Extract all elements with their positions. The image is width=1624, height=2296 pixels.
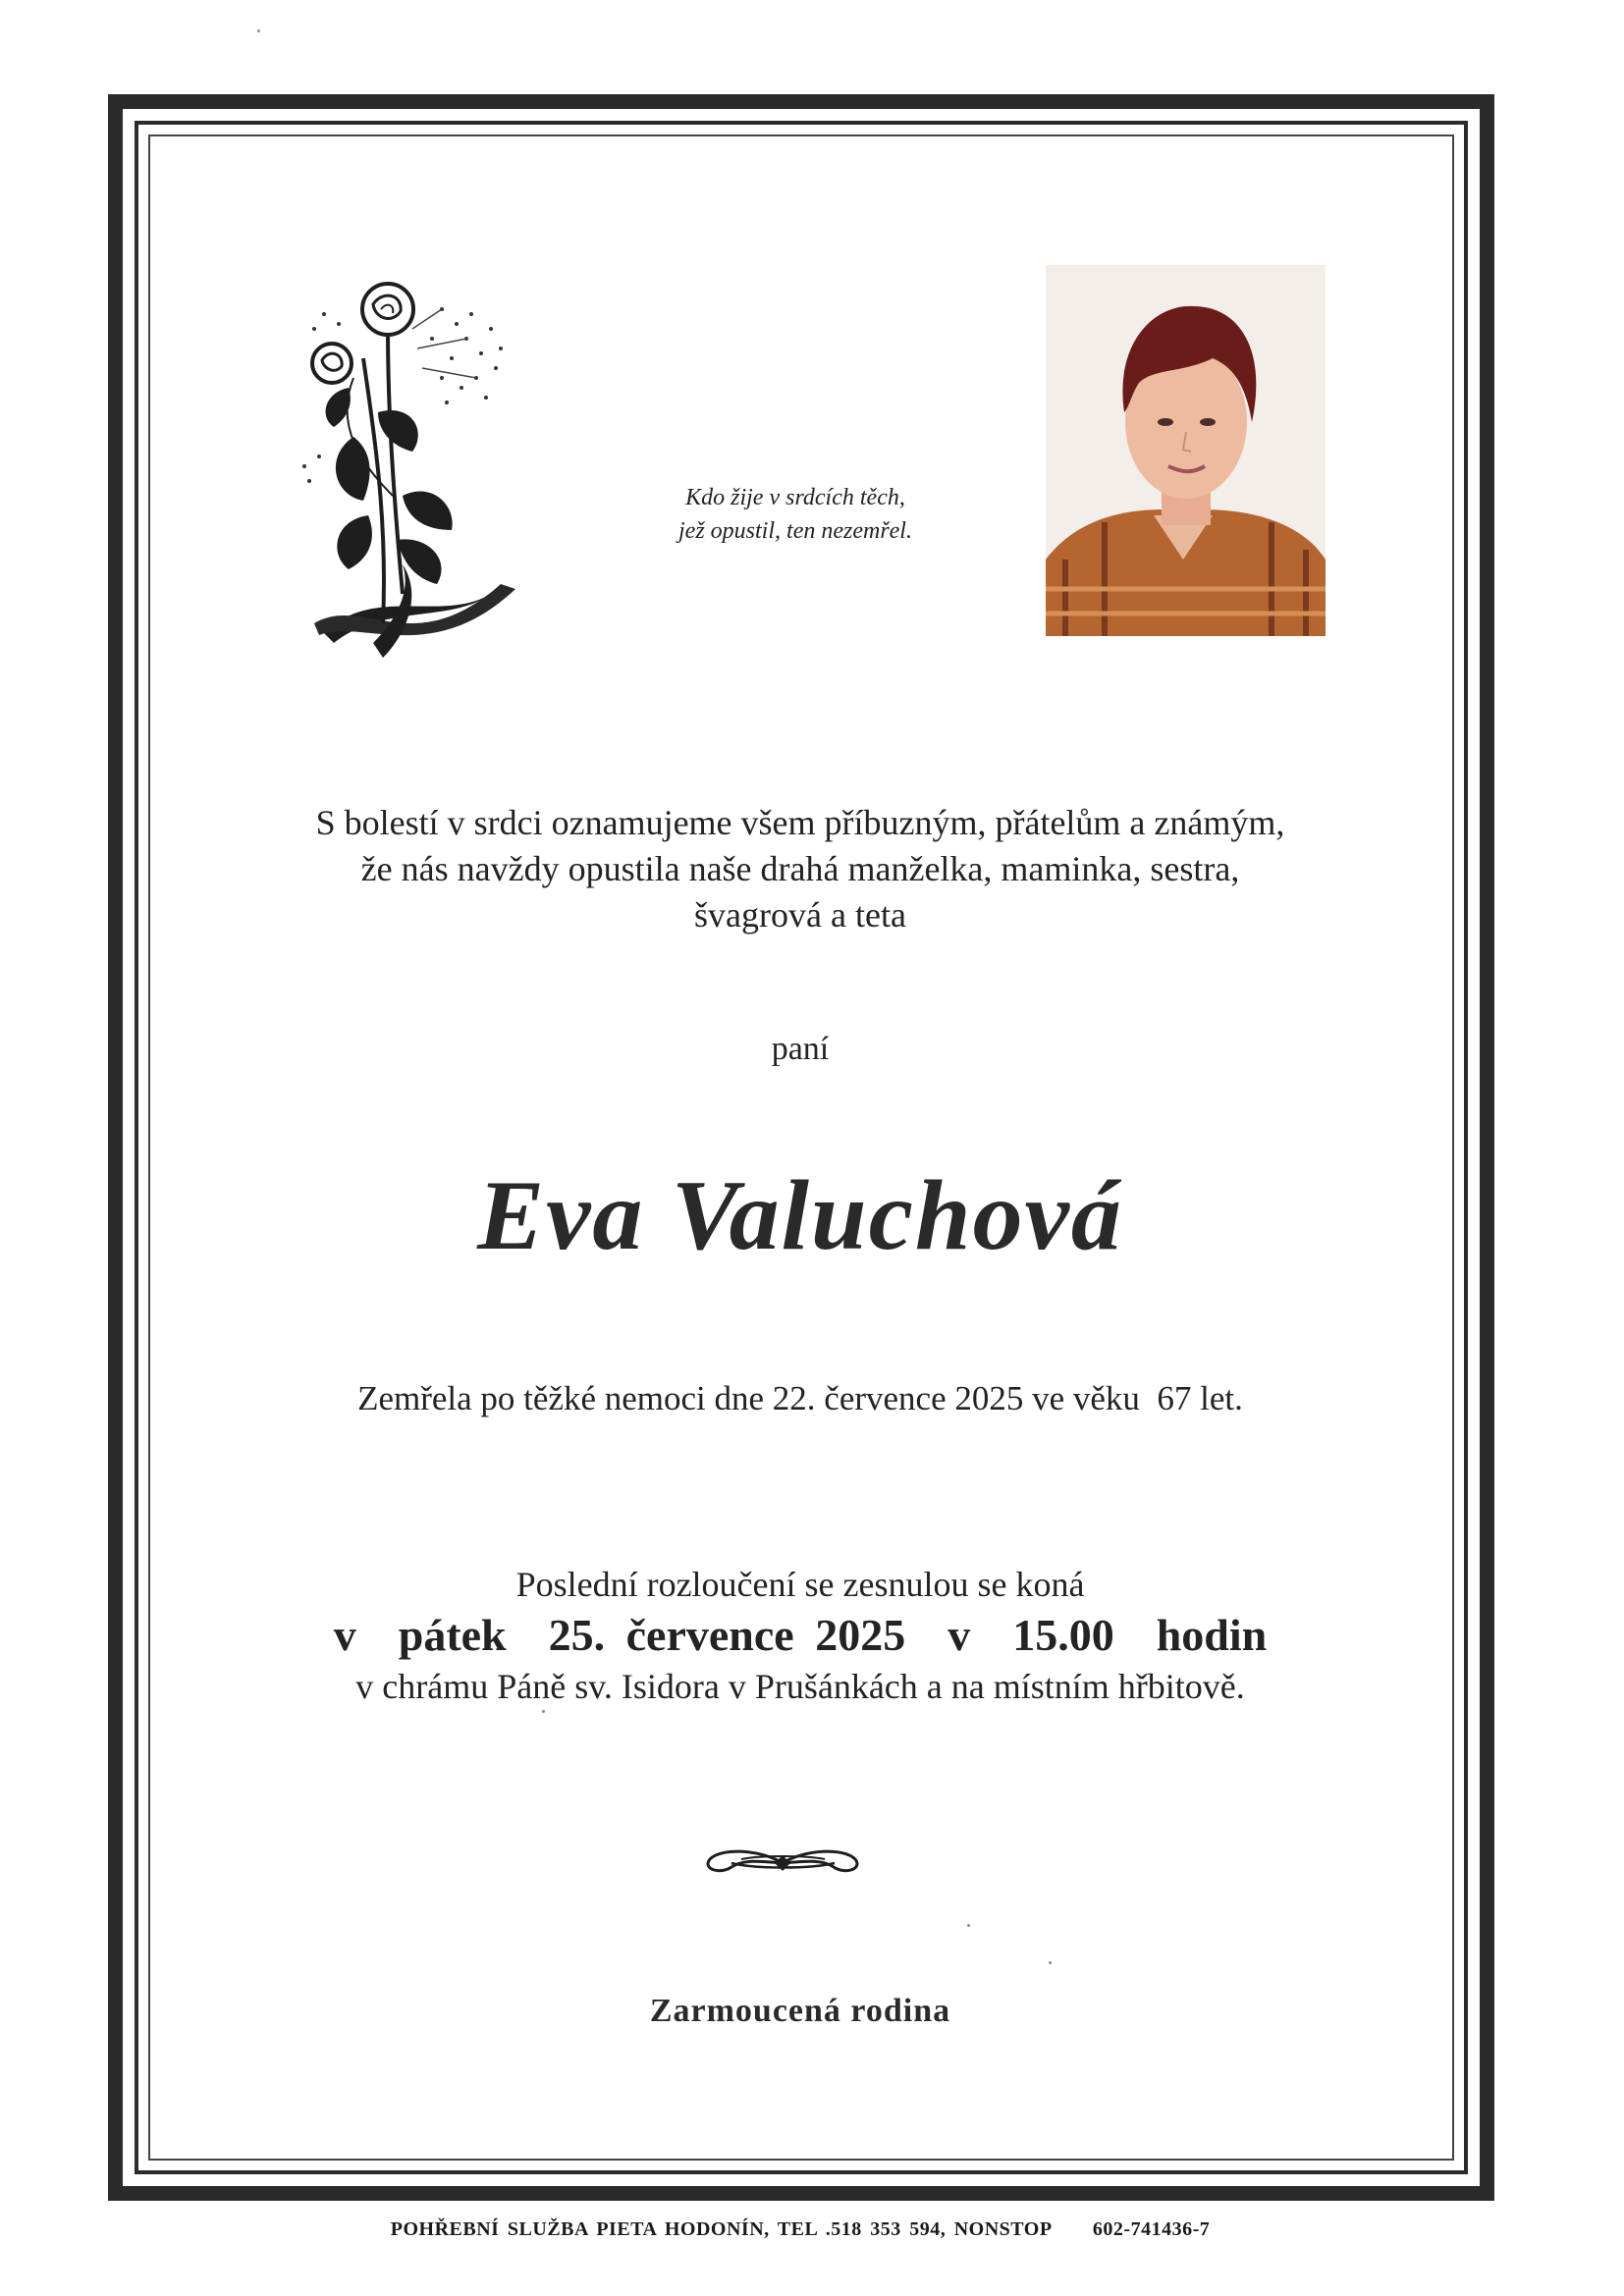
motto-line: Kdo žije v srdcích těch,	[685, 485, 905, 510]
flourish-ornament-icon	[702, 1845, 864, 1881]
signature: Zarmoucená rodina	[649, 1993, 951, 2029]
motto-quote	[589, 481, 1001, 548]
announcement-line: že nás navždy opustila naše drahá manželka, maminka, sestra,	[360, 849, 1240, 888]
funeral-datetime: v pátek 25. července 2025 v 15.00 hodin	[333, 1610, 1268, 1660]
salutation: paní	[771, 1031, 830, 1067]
scan-speck	[967, 1924, 970, 1927]
scan-speck	[1049, 1961, 1052, 1964]
funeral-service-footer: POHŘEBNÍ SLUŽBA PIETA HODONÍN, TEL .518 353 594, NONSTOP 602-741436-7	[390, 2218, 1211, 2240]
announcement-line: švagrová a teta	[694, 895, 906, 934]
announcement-text	[196, 800, 1404, 938]
death-details: Zemřela po těžké nemoci dne 22. července 2025 ve věku 67 let.	[357, 1379, 1243, 1417]
funeral-place: v chrámu Páně sv. Isidora v Prušánkách a na místním hřbitově.	[355, 1667, 1245, 1706]
portrait-photo	[1046, 265, 1326, 636]
rose-bouquet-icon	[295, 270, 530, 682]
motto-line: jež opustil, ten nezemřel.	[678, 518, 912, 544]
scan-speck	[542, 1710, 545, 1713]
announcement-line: S bolestí v srdci oznamujeme všem příbuzným, přátelům a známým,	[315, 803, 1285, 842]
funeral-details	[196, 1563, 1404, 1708]
deceased-name: Eva Valuchová	[477, 1160, 1123, 1271]
scan-speck	[257, 29, 260, 32]
funeral-intro: Poslední rozloučení se zesnulou se koná	[515, 1565, 1085, 1604]
